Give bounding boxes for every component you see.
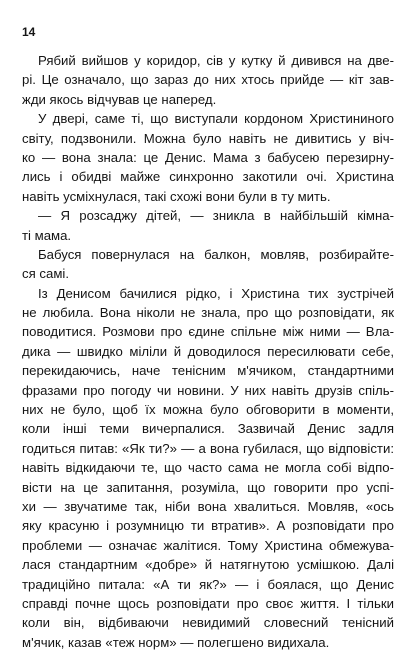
text-line: ті мама. [22, 227, 72, 243]
page-number: 14 [22, 25, 36, 39]
text-line: Із Денисом бачилися рідко, і Христина тих зустрічей [38, 285, 394, 301]
text-line: рі. Це означало, що зараз до них хтось прийде — кіт зав- [22, 72, 394, 88]
text-line: ко — вона знала: це Денис. Мама з бабусею перезирну- [22, 149, 394, 165]
text-line: лись і обидві майже синхронно закотили очі. Христина [22, 169, 394, 185]
text-line: жди якось відчував це наперед. [22, 91, 217, 107]
text-line: коли він, відбиваючи невидимий словесний тенісний [22, 615, 394, 631]
text-line: перекидаючись, наче тенісним м'ячиком, стандартними [22, 363, 394, 379]
text-line: годиться питав: «Як ти?» — а вона губилася, що відповісти: [22, 440, 394, 456]
text-line: лася стандартним «добре» й натягнутою усмішкою. Далі [22, 557, 394, 573]
text-line: вісти на це запитання, розуміла, що говорити про успі- [22, 479, 394, 495]
body-text [22, 51, 394, 652]
text-line: яку красуню і розумницю ти втратив». А розповідати про [22, 518, 394, 534]
text-line: них не було, щоб їх можна було обговорити в моменти, [22, 402, 394, 418]
text-line: традиційно питала: «А ти як?» — і боялася, що Денис [22, 576, 394, 592]
text-line: Бабуся повернулася на балкон, мовляв, розбирайте- [38, 246, 394, 262]
text-line: ся самі. [22, 266, 69, 282]
text-line: м'ячик, казав «теж норм» — полегшено видихала. [22, 634, 330, 650]
text-line: справді почне щось розповідати про своє життя. І тільки [22, 595, 394, 611]
text-line: світу, подзвонили. Можна було навіть не дивитись у віч- [22, 130, 394, 146]
text-line: У двері, саме ті, що виступали кордоном Христининого [38, 111, 394, 127]
text-line: дика — швидко міліли й доводилося пересилювати себе, [22, 343, 394, 359]
text-line: фразами про погоду чи новини. У них навіть друзів спіль- [22, 382, 394, 398]
text-line: поводитися. Розмови про єдине спільне між ними — Вла- [22, 324, 394, 340]
text-line: проблеми — означає жалітися. Тому Христина обмежува- [22, 537, 394, 553]
text-line: не любила. Вона ніколи не знала, про що розповідати, як [22, 305, 394, 321]
text-line: — Я розсаджу дітей, — зникла в найбільшій кімна- [38, 208, 394, 224]
text-line: Рябий вийшов у коридор, сів у кутку й дивився на две- [38, 53, 394, 68]
text-line: навіть усміхнулася, такі схожі вони були в ту мить. [22, 188, 331, 204]
text-line: навіть відкидаючи те, що часто сама не могла собі відпо- [22, 460, 394, 476]
text-line: коли інші теми вичерпалися. Зазвичай Денис задля [22, 421, 394, 437]
text-line: хи — звучатиме так, ніби вона хвалиться. Мовляв, «ось [22, 498, 394, 514]
